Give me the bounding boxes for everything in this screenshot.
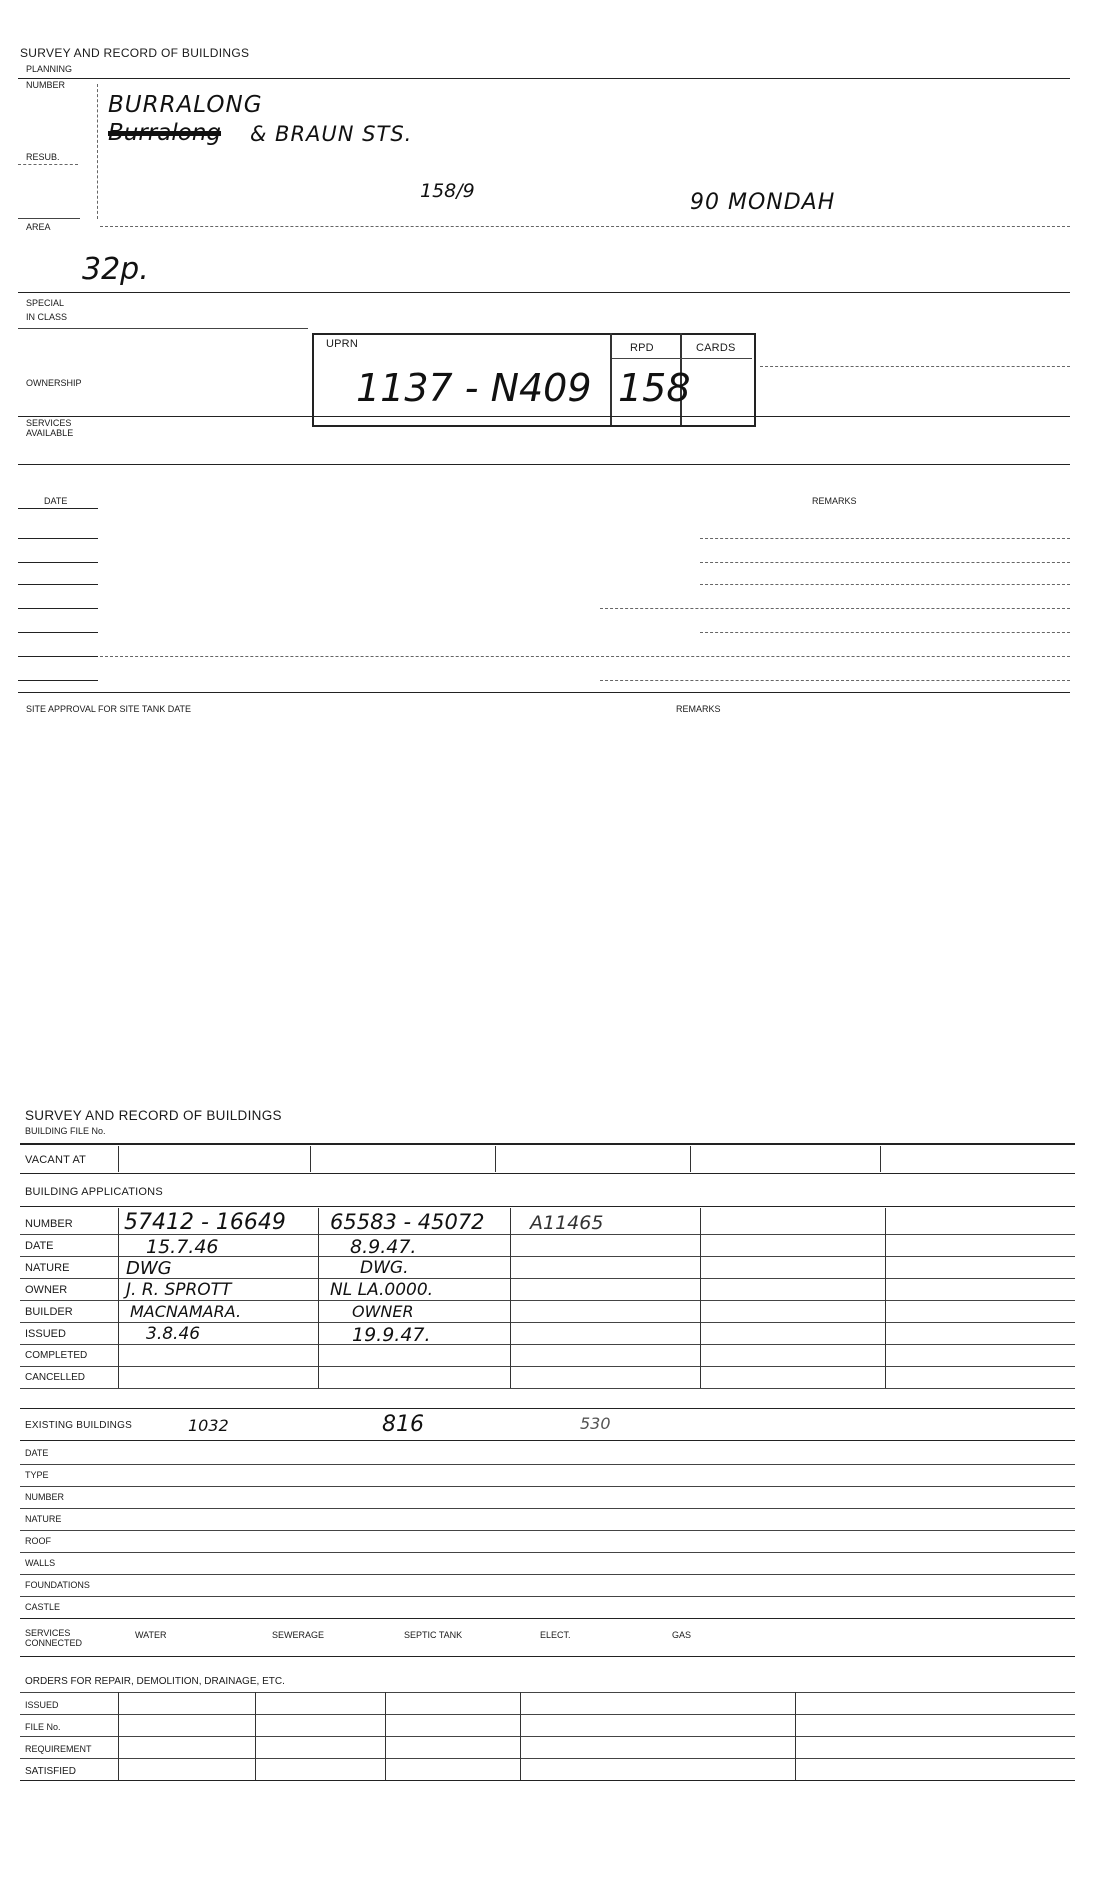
row-label-builder: BUILDER: [25, 1306, 73, 1318]
special-label: SPECIAL: [26, 298, 65, 308]
service-col-septic: SEPTIC TANK: [404, 1630, 463, 1640]
app2-number: 65583 - 45072: [330, 1210, 485, 1234]
card2-title: SURVEY AND RECORD OF BUILDINGS: [25, 1108, 282, 1123]
locality: 90 MONDAH: [690, 190, 836, 215]
vacant-at-label: VACANT AT: [25, 1154, 87, 1166]
orders-label-issued: ISSUED: [25, 1700, 59, 1710]
services-label-1: SERVICES: [26, 418, 72, 428]
services-connected-label-1: SERVICES: [25, 1628, 71, 1638]
orders-label-file: FILE No.: [25, 1722, 61, 1732]
app2-date: 8.9.47.: [350, 1236, 417, 1258]
app2-issued: 19.9.47.: [352, 1324, 431, 1346]
footer-remarks-label: REMARKS: [676, 704, 721, 714]
app2-owner: NL LA.0000.: [330, 1280, 434, 1300]
service-col-gas: GAS: [672, 1630, 692, 1640]
lower-label-date: DATE: [25, 1448, 49, 1458]
building-applications-label: BUILDING APPLICATIONS: [25, 1186, 163, 1198]
lower-label-type: TYPE: [25, 1470, 49, 1480]
in-class-label: IN CLASS: [26, 312, 68, 322]
resub-label: RESUB.: [26, 152, 60, 162]
lower-label-number: NUMBER: [25, 1492, 65, 1502]
remarks-column-label: REMARKS: [812, 496, 857, 506]
lower-label-castle: CASTLE: [25, 1602, 61, 1612]
service-col-water: WATER: [135, 1630, 167, 1640]
app1-owner: J. R. SPROTT: [126, 1280, 232, 1300]
app1-nature: DWG: [126, 1258, 172, 1279]
existing-value-2: 816: [382, 1412, 424, 1437]
orders-label-requirement: REQUIREMENT: [25, 1744, 92, 1754]
rpd-label: RPD: [630, 342, 654, 354]
uprn-label: UPRN: [326, 338, 358, 350]
app2-builder: OWNER: [352, 1302, 414, 1321]
street-name-struck: Burralong: [108, 120, 222, 146]
orders-label: ORDERS FOR REPAIR, DEMOLITION, DRAINAGE, ETC.: [25, 1676, 285, 1687]
ownership-label: OWNERSHIP: [26, 378, 82, 388]
lower-label-foundations: FOUNDATIONS: [25, 1580, 90, 1590]
app1-builder: MACNAMARA.: [130, 1302, 242, 1321]
row-label-issued: ISSUED: [25, 1328, 66, 1340]
row-label-owner: OWNER: [25, 1284, 68, 1296]
row-label-nature: NATURE: [25, 1262, 70, 1274]
uprn-value: 1137 - N409: [356, 366, 592, 410]
lower-label-nature: NATURE: [25, 1514, 62, 1524]
service-col-sewerage: SEWERAGE: [272, 1630, 325, 1640]
app1-date: 15.7.46: [146, 1236, 219, 1258]
row-label-completed: COMPLETED: [25, 1350, 88, 1361]
orders-label-satisfied: SATISFIED: [25, 1766, 76, 1777]
ref-number: 158/9: [420, 180, 475, 202]
street-name-2: & BRAUN STS.: [250, 122, 413, 146]
existing-buildings-label: EXISTING BUILDINGS: [25, 1420, 132, 1431]
rpd-value: 158: [618, 366, 691, 410]
row-label-cancelled: CANCELLED: [25, 1372, 86, 1383]
existing-value-1: 1032: [188, 1416, 229, 1435]
number-label: NUMBER: [26, 80, 66, 90]
app1-number: 57412 - 16649: [124, 1210, 286, 1235]
app1-issued: 3.8.46: [146, 1324, 201, 1344]
row-label-date: DATE: [25, 1240, 54, 1252]
services-connected-label-2: CONNECTED: [25, 1638, 83, 1648]
row-label-number: NUMBER: [25, 1218, 73, 1230]
existing-value-3: 530: [580, 1414, 611, 1433]
area-value: 32p.: [82, 252, 149, 287]
service-col-elect: ELECT.: [540, 1630, 571, 1640]
cards-label: CARDS: [696, 342, 736, 354]
date-column-label: DATE: [44, 496, 68, 506]
app2-nature: DWG.: [360, 1258, 409, 1278]
area-label: AREA: [26, 222, 51, 232]
services-label-2: AVAILABLE: [26, 428, 74, 438]
lower-label-walls: WALLS: [25, 1558, 56, 1568]
card1-title: SURVEY AND RECORD OF BUILDINGS: [20, 46, 250, 60]
lower-label-roof: ROOF: [25, 1536, 51, 1546]
site-approval-label: SITE APPROVAL FOR SITE TANK DATE: [26, 704, 192, 714]
street-name-1: BURRALONG: [108, 92, 263, 118]
building-file-label: BUILDING FILE No.: [25, 1126, 106, 1136]
planning-label: PLANNING: [26, 64, 73, 74]
app3-number: A11465: [530, 1212, 604, 1234]
